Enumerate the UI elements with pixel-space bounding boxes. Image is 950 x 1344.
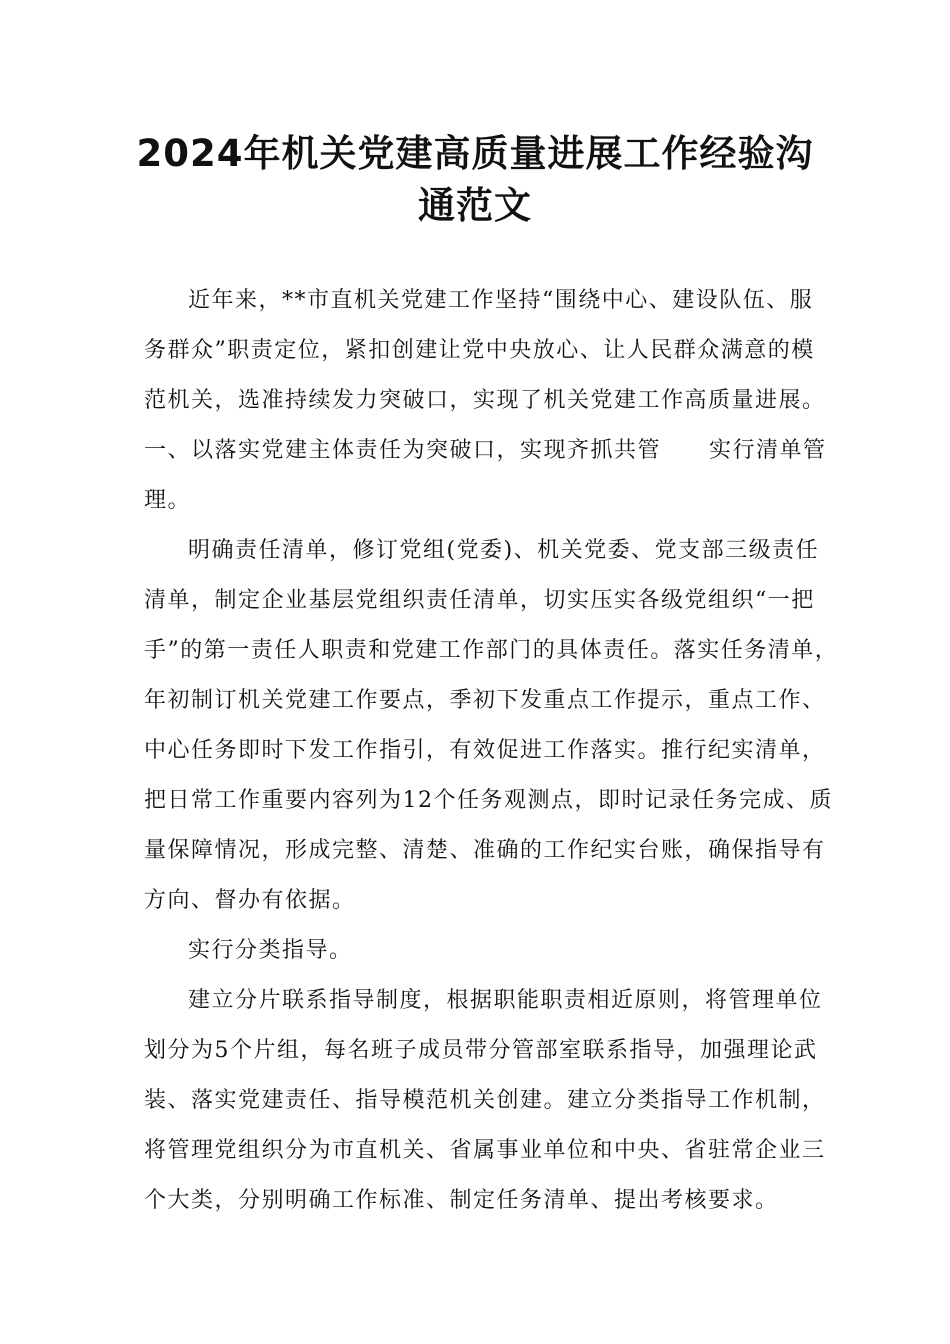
paragraph-line: 范机关，选准持续发力突破口，实现了机关党建工作高质量进展。	[144, 388, 826, 413]
paragraph-line: 个大类，分别明确工作标准、制定任务清单、提出考核要求。	[144, 1188, 779, 1213]
paragraph-line: 建立分片联系指导制度，根据职能职责相近原则，将管理单位	[188, 988, 823, 1013]
document-title-line-1: 2024年机关党建高质量进展工作经验沟	[136, 132, 814, 175]
paragraph-line: 明确责任清单，修订党组(党委)、机关党委、党支部三级责任	[188, 538, 820, 563]
paragraph-line: 手”的第一责任人职责和党建工作部门的具体责任。落实任务清单，	[144, 638, 839, 663]
paragraph-line: 方向、督办有依据。	[144, 888, 356, 913]
paragraph-line: 务群众”职责定位，紧扣创建让党中央放心、让人民群众满意的模	[144, 338, 815, 363]
paragraph-line: 年初制订机关党建工作要点，季初下发重点工作提示，重点工作、	[144, 688, 826, 713]
paragraph-line: 划分为5个片组，每名班子成员带分管部室联系指导，加强理论武	[144, 1038, 818, 1063]
subsection-heading: 实行分类指导。	[188, 938, 353, 963]
paragraph-line: 清单，制定企业基层党组织责任清单，切实压实各级党组织“一把	[144, 588, 815, 613]
paragraph-line: 理。	[144, 488, 192, 513]
paragraph-line: 中心任务即时下发工作指引，有效促进工作落实。推行纪实清单，	[144, 738, 826, 763]
paragraph-line: 将管理党组织分为市直机关、省属事业单位和中央、省驻常企业三	[144, 1138, 826, 1163]
section-heading: 一、以落实党建主体责任为突破口，实现齐抓共管	[144, 438, 662, 463]
section-heading-line	[144, 436, 827, 466]
paragraph-line: 装、落实党建责任、指导模范机关创建。建立分类指导工作机制，	[144, 1088, 826, 1113]
document-title-line-2: 通范文	[418, 184, 532, 227]
paragraph-line: 近年来，**市直机关党建工作坚持“围绕中心、建设队伍、服	[188, 288, 814, 313]
paragraph-line: 量保障情况，形成完整、清楚、准确的工作纪实台账，确保指导有	[144, 838, 826, 863]
paragraph-line: 把日常工作重要内容列为12个任务观测点，即时记录任务完成、质	[144, 788, 833, 813]
subsection-heading: 实行清单管	[709, 438, 827, 463]
